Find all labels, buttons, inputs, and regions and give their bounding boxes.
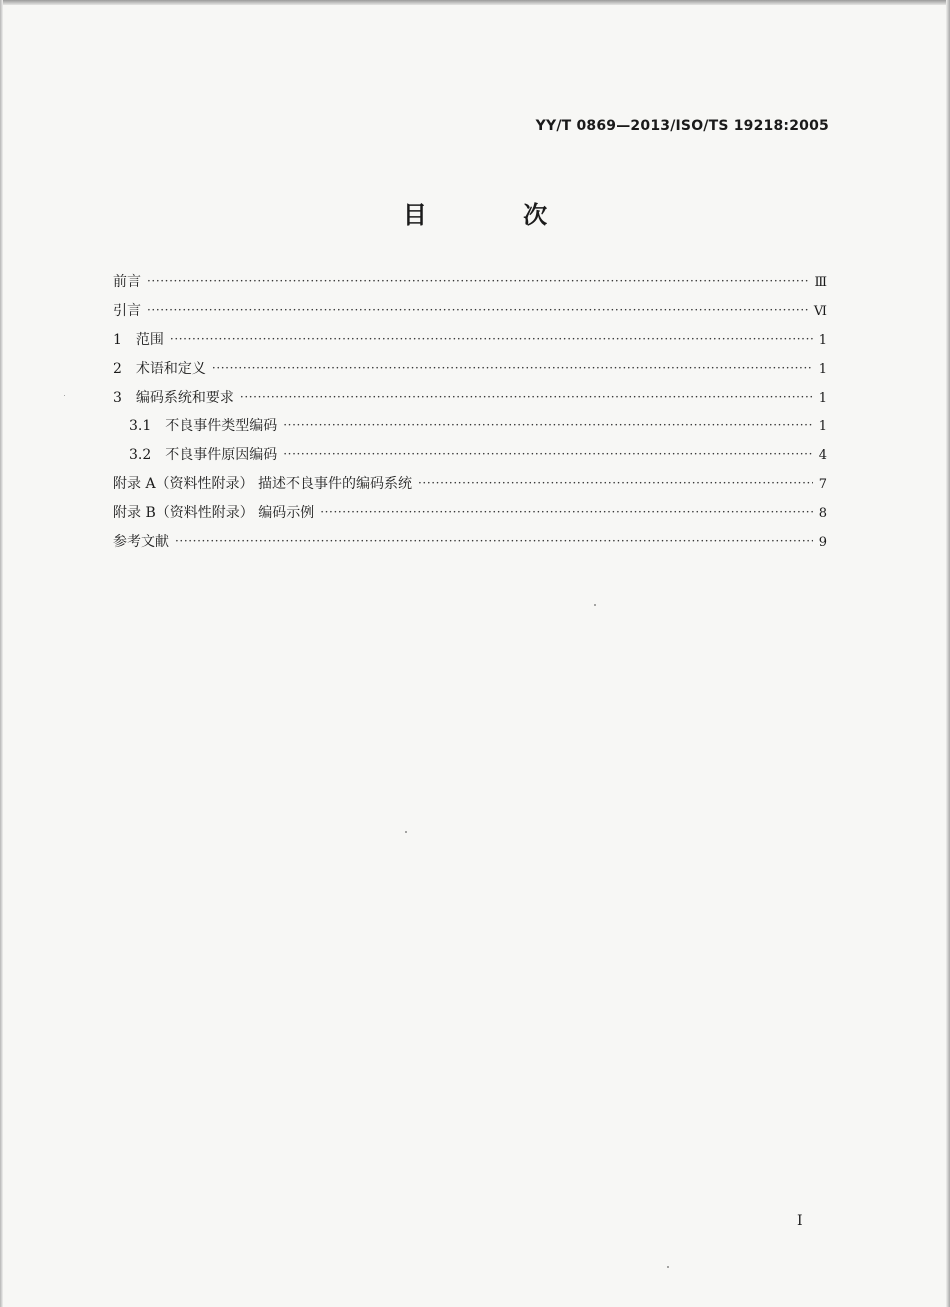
toc-entry-page: Ⅵ — [813, 303, 827, 319]
toc-entry-scope[interactable] — [113, 329, 827, 358]
toc-entry-number: 2 — [113, 360, 122, 377]
toc-entry-label: 附录 B（资料性附录） 编码示例 — [113, 505, 315, 522]
page-number: I — [797, 1213, 803, 1229]
toc-entry-number: 1 — [113, 331, 122, 348]
toc-entry-page: 8 — [818, 506, 827, 522]
toc-entry-label: 不良事件类型编码 — [165, 418, 278, 435]
toc-entry-label: 前言 — [113, 274, 141, 290]
toc-entry-event-type-codes[interactable] — [113, 415, 827, 444]
scan-speck — [667, 1266, 669, 1268]
toc-entry-terms[interactable] — [113, 358, 827, 387]
toc-entry-page: 9 — [818, 535, 827, 551]
toc-entry-page: 1 — [818, 361, 827, 377]
toc-entry-event-cause-codes[interactable] — [113, 444, 827, 473]
toc-entry-number: 3 — [113, 389, 122, 406]
toc-entry-page: 1 — [818, 332, 827, 348]
toc-entry-foreword[interactable] — [113, 271, 827, 300]
toc-entry-bibliography[interactable] — [113, 531, 827, 560]
toc-entry-number: 3.2 — [129, 447, 152, 464]
toc-entry-page: 1 — [818, 419, 827, 435]
toc-entry-label: 附录 A（资料性附录） 描述不良事件的编码系统 — [113, 476, 413, 493]
toc-entry-page: Ⅲ — [814, 275, 827, 290]
scan-edge-top — [0, 0, 950, 5]
toc-entry-number: 3.1 — [129, 418, 152, 435]
toc-leader-dots — [240, 390, 813, 404]
toc-entry-page: 1 — [818, 390, 827, 406]
toc-entry-annex-a[interactable] — [113, 473, 827, 502]
scan-speck — [405, 831, 407, 833]
toc-leader-dots — [320, 505, 813, 519]
toc-leader-dots — [175, 534, 813, 548]
toc-entry-label: 术语和定义 — [135, 360, 206, 377]
toc-title: 目 次 — [402, 201, 592, 229]
toc-entry-introduction[interactable] — [113, 300, 827, 329]
scan-speck — [594, 604, 596, 606]
toc-leader-dots — [147, 274, 810, 288]
table-of-contents — [113, 271, 827, 560]
toc-entry-page: 4 — [818, 448, 827, 464]
toc-entry-label: 编码系统和要求 — [135, 389, 234, 406]
toc-leader-dots — [170, 332, 813, 346]
toc-entry-label: 范围 — [135, 331, 164, 348]
toc-entry-label: 引言 — [113, 302, 141, 319]
toc-entry-label: 参考文献 — [113, 534, 169, 551]
toc-leader-dots — [212, 361, 813, 375]
toc-leader-dots — [283, 418, 813, 432]
toc-leader-dots — [283, 447, 813, 461]
toc-entry-annex-b[interactable] — [113, 502, 827, 531]
toc-entry-label: 不良事件原因编码 — [165, 447, 278, 464]
standard-code: YY/T 0869—2013/ISO/TS 19218:2005 — [535, 118, 829, 134]
toc-entry-page: 7 — [818, 477, 827, 493]
toc-entry-coding-system[interactable] — [113, 387, 827, 416]
toc-leader-dots — [147, 303, 810, 317]
scan-speck — [64, 395, 65, 396]
toc-leader-dots — [418, 476, 813, 490]
